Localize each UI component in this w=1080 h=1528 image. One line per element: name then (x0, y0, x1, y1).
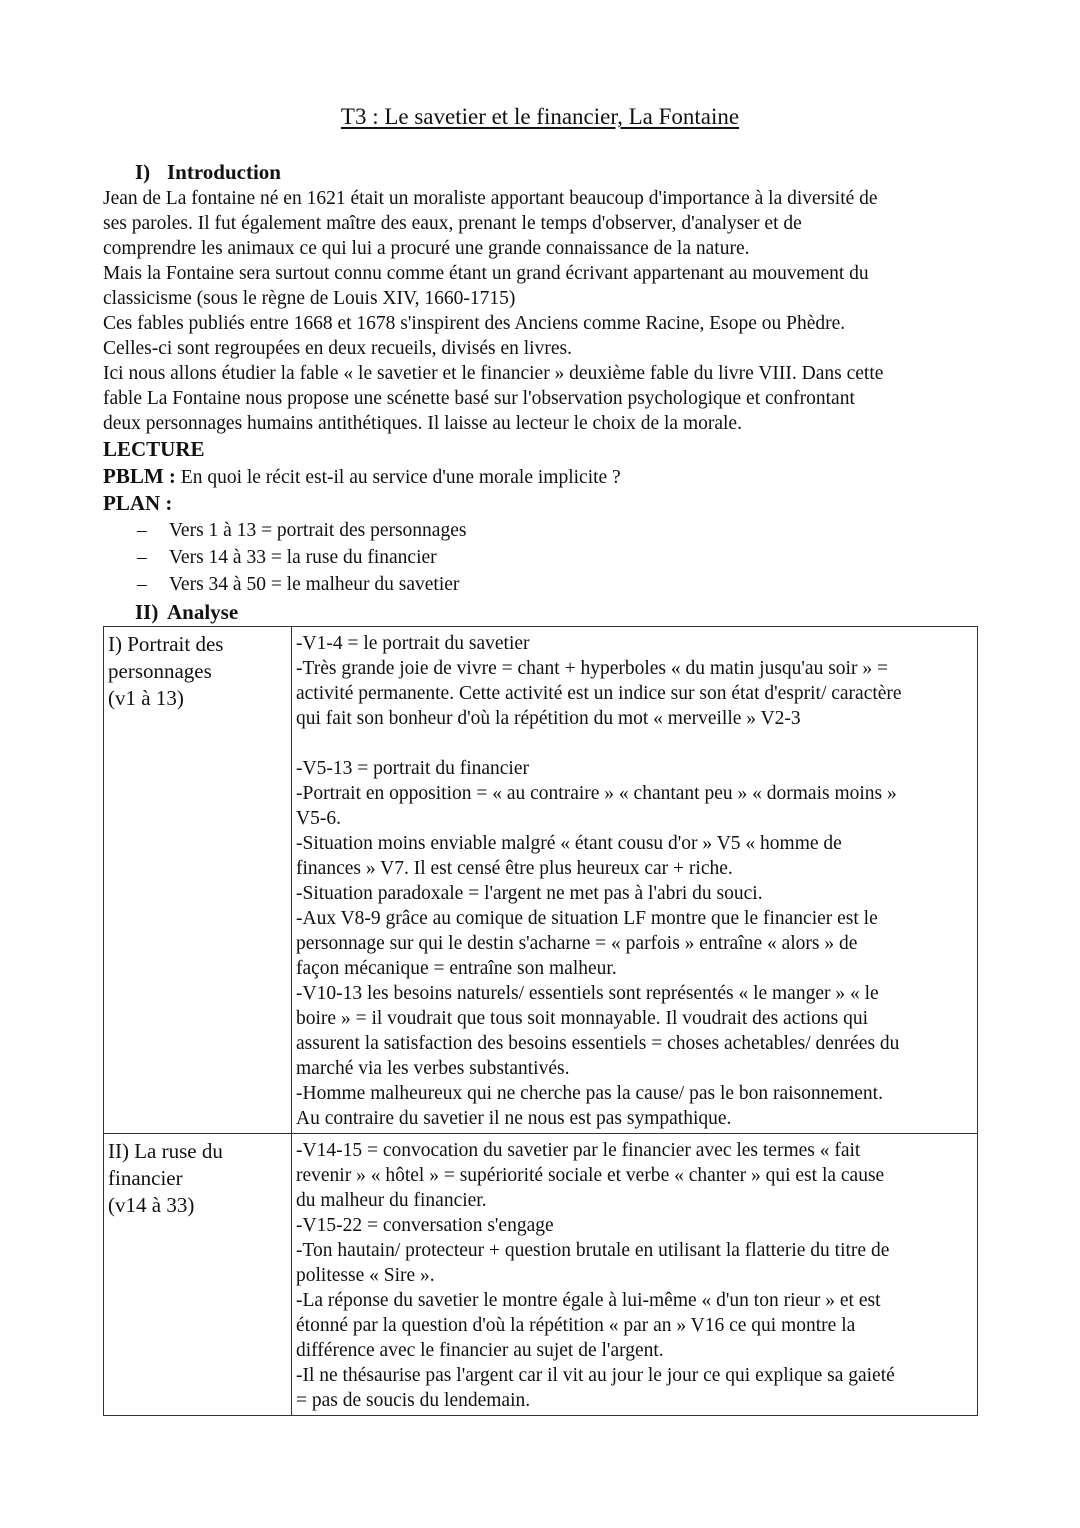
text-line: -Ton hautain/ protecteur + question brutale en utilisant la flatterie du titre de (296, 1240, 890, 1261)
text-line: -Portrait en opposition = « au contraire » « chantant peu » « dormais moins » (296, 783, 897, 804)
text-line: revenir » « hôtel » = supériorité sociale et verbe « chanter » qui est la cause (296, 1165, 885, 1186)
text-line: Ici nous allons étudier la fable « le savetier et le financier » deuxième fable du livre VIII. Dans cette (103, 363, 884, 384)
document-body (103, 158, 983, 1416)
text-line: marché via les verbes substantivés. (296, 1058, 570, 1079)
pblm-label: PBLM : (103, 464, 176, 488)
section-number: I) (135, 160, 151, 184)
text-line: du malheur du financier. (296, 1190, 487, 1211)
plan-list (103, 517, 983, 598)
text-line: -Il ne thésaurise pas l'argent car il vit au jour le jour ce qui explique sa gaieté (296, 1365, 895, 1386)
list-item (137, 517, 983, 544)
row-label-line: (v1 à 13) (108, 686, 184, 710)
page-title: T3 : Le savetier et le financier, La Fontaine (340, 104, 740, 129)
text-line: -V5-13 = portrait du financier (296, 758, 530, 779)
text-line: -Très grande joie de vivre = chant + hyperboles « du matin jusqu'au soir » = (296, 658, 888, 679)
table-row (104, 627, 978, 1134)
text-line: politesse « Sire ». (296, 1265, 435, 1286)
plan-item-text: Vers 34 à 50 = le malheur du savetier (169, 574, 460, 595)
analysis-table (103, 626, 978, 1416)
text-line: deux personnages humains antithétiques. Il laisse au lecteur le choix de la morale. (103, 413, 742, 434)
text-line: activité permanente. Cette activité est un indice sur son état d'esprit/ caractère (296, 683, 902, 704)
text-line: = pas de soucis du lendemain. (296, 1390, 531, 1411)
dash-bullet: – (137, 547, 147, 568)
section-title: Introduction (167, 160, 281, 184)
text-line: -Situation paradoxale = l'argent ne met pas à l'abri du souci. (296, 883, 763, 904)
text-line: assurent la satisfaction des besoins essentiels = choses achetables/ denrées du (296, 1033, 900, 1054)
row-label-line: I) Portrait des (108, 632, 224, 656)
text-line: -La réponse du savetier le montre égale à lui-même « d'un ton rieur » et est (296, 1290, 881, 1311)
list-item (137, 571, 983, 598)
text-line: qui fait son bonheur d'où la répétition du mot « merveille » V2-3 (296, 708, 801, 729)
text-line: -V1-4 = le portrait du savetier (296, 633, 530, 654)
text-line: classicisme (sous le règne de Louis XIV, 1660-1715) (103, 288, 516, 309)
plan-item-text: Vers 14 à 33 = la ruse du financier (169, 547, 437, 568)
text-line: -Homme malheureux qui ne cherche pas la cause/ pas le bon raisonnement. (296, 1083, 883, 1104)
introduction-paragraph (103, 186, 983, 436)
section-number: II) (135, 600, 159, 624)
lecture-heading: LECTURE (103, 437, 205, 461)
row-content-cell (292, 627, 978, 1134)
row-label-line: personnages (108, 659, 212, 683)
text-line: étonné par la question d'où la répétition « par an » V16 ce qui montre la (296, 1315, 856, 1336)
text-line: personnage sur qui le destin s'acharne = « parfois » entraîne « alors » de (296, 933, 858, 954)
problematique (103, 463, 983, 490)
row-label-line: II) La ruse du (108, 1139, 223, 1163)
plan-heading: PLAN : (103, 491, 173, 515)
blank-line (296, 731, 973, 756)
text-line: ses paroles. Il fut également maître des eaux, prenant le temps d'observer, d'analyser et de (103, 213, 802, 234)
text-line: Celles-ci sont regroupées en deux recueils, divisés en livres. (103, 338, 572, 359)
plan-item-text: Vers 1 à 13 = portrait des personnages (169, 520, 467, 541)
pblm-text: En quoi le récit est-il au service d'une morale implicite ? (175, 467, 621, 488)
text-line: Mais la Fontaine sera surtout connu comme étant un grand écrivant appartenant au mouvement du (103, 263, 869, 284)
text-line: comprendre les animaux ce qui lui a procuré une grande connaissance de la nature. (103, 238, 750, 259)
text-line: -Situation moins enviable malgré « étant cousu d'or » V5 « homme de (296, 833, 842, 854)
list-item (137, 544, 983, 571)
row-label-cell (104, 1134, 292, 1416)
text-line: Ces fables publiés entre 1668 et 1678 s'inspirent des Anciens comme Racine, Esope ou Phèdre. (103, 313, 846, 334)
text-line: différence avec le financier au sujet de l'argent. (296, 1340, 664, 1361)
row-label-cell (104, 627, 292, 1134)
text-line: -V15-22 = conversation s'engage (296, 1215, 554, 1236)
section-heading-introduction (135, 158, 983, 186)
table-row (104, 1134, 978, 1416)
text-line: finances » V7. Il est censé être plus heureux car + riche. (296, 858, 733, 879)
text-line: façon mécanique = entraîne son malheur. (296, 958, 617, 979)
dash-bullet: – (137, 520, 147, 541)
row-content-cell (292, 1134, 978, 1416)
text-line: boire » = il voudrait que tous soit monnayable. Il voudrait des actions qui (296, 1008, 869, 1029)
section-heading-analyse (135, 598, 983, 626)
dash-bullet: – (137, 574, 147, 595)
row-label-line: financier (108, 1166, 183, 1190)
text-line: -Aux V8-9 grâce au comique de situation LF montre que le financier est le (296, 908, 878, 929)
text-line: Au contraire du savetier il ne nous est pas sympathique. (296, 1108, 732, 1129)
text-line: fable La Fontaine nous propose une scénette basé sur l'observation psychologique et confrontant (103, 388, 855, 409)
text-line: -V14-15 = convocation du savetier par le financier avec les termes « fait (296, 1140, 861, 1161)
section-title: Analyse (167, 600, 239, 624)
row-label-line: (v14 à 33) (108, 1193, 195, 1217)
text-line: V5-6. (296, 808, 341, 829)
text-line: Jean de La fontaine né en 1621 était un moraliste apportant beaucoup d'importance à la diversité de (103, 188, 878, 209)
text-line: -V10-13 les besoins naturels/ essentiels sont représentés « le manger » « le (296, 983, 879, 1004)
